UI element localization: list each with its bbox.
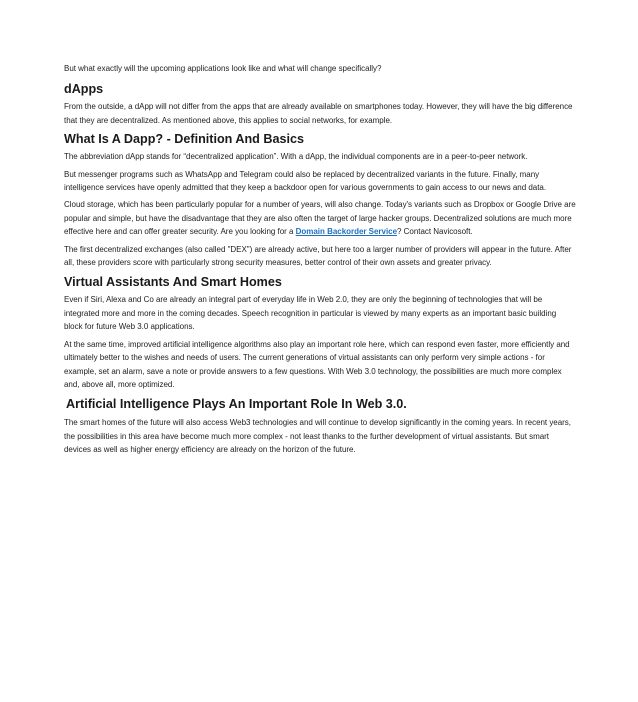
smart-homes-paragraph: The smart homes of the future will also access Web3 technologies and will continue to develop significantly in the coming years. In recent years, the possibilities in this area have become much more complex - not least thanks to the further development of virtual assistants. But smart devices as well as higher energy efficiency are already on the horizon of the future. [64,418,571,455]
dapps-paragraph: From the outside, a dApp will not differ from the apps that are already available on smartphones today. However, they will have the big difference that they are decentralized. As mentioned above, this applies to social networks, for example. [64,102,573,125]
definition-paragraph: The abbreviation dApp stands for “decentralized application”. With a dApp, the individual components are in a peer-to-peer network. [64,152,528,162]
heading-artificial-intelligence: Artificial Intelligence Plays An Important Role In Web 3.0. [66,397,407,412]
cloud-storage-text: Cloud storage, which has been particularly popular for a number of years, will also change. Today's variants such as Dropbox or Google Drive are popular and simple, but have the disadvantage that they are also often the target of large hacker groups. Decentralized solutions are much more effective here and can offer greater security. Are you looking for a [64,200,576,237]
heading-virtual-assistants: Virtual Assistants And Smart Homes [64,275,282,290]
cloud-storage-paragraph [64,198,576,238]
siri-alexa-paragraph: Even if Siri, Alexa and Co are already an integral part of everyday life in Web 2.0, they are only the beginning of technologies that will be integrated more and more in the coming decades. Speech recognition in particular is viewed by many experts as an important basic building block for future Web 3.0 applications. [64,295,557,332]
contact-text: ? Contact Navicosoft. [397,227,473,237]
messenger-paragraph: But messenger programs such as WhatsApp and Telegram could also be replaced by decentralized variants in the future. Finally, many intelligence services have openly admitted that they keep a backdoor open for various governments to gain access to our news and data. [64,169,547,193]
dex-paragraph: The first decentralized exchanges (also called "DEX") are already active, but here too a larger number of providers will appear in the future. After all, these providers score with particularly strong security measures, better control of their own assets and greater privacy. [64,244,572,268]
ai-algorithms-paragraph: At the same time, improved artificial intelligence algorithms also play an important role here, which can respond even faster, more efficiently and ultimately better to the wishes and needs of users. The current generations of virtual assistants can only perform very simple actions - for example, set an alarm, save a note or provide answers to a few questions. With Web 3.0 technology, the possibilities are much more complex and, above all, more optimized. [64,339,570,389]
heading-what-is-a-dapp: What Is A Dapp? - Definition And Basics [64,132,304,147]
intro-paragraph: But what exactly will the upcoming applications look like and what will change specifically? [64,64,382,73]
domain-backorder-service-link[interactable]: Domain Backorder Service [295,227,398,237]
document-page [64,62,576,457]
heading-dapps: dApps [64,82,104,97]
